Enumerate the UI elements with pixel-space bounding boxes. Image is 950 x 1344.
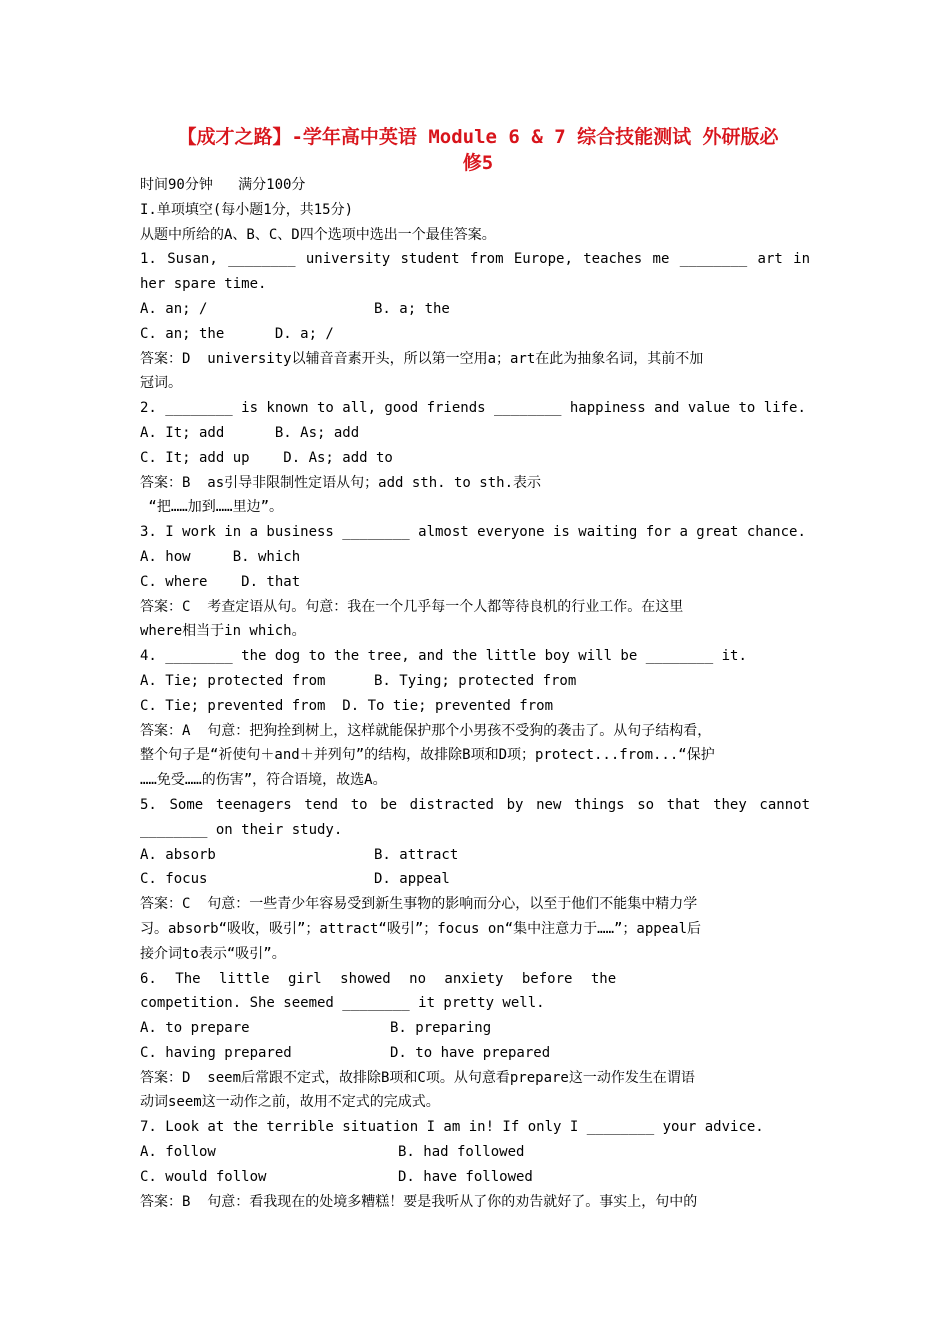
- answer-line: where相当于in which。: [140, 623, 306, 640]
- option-row: [140, 843, 810, 868]
- option: B. preparing: [390, 1020, 492, 1037]
- title-line-2: 修5: [462, 152, 494, 174]
- option: D. to have prepared: [390, 1044, 551, 1061]
- option-row: [140, 1140, 810, 1165]
- question-stem-line: 5. Some teenagers tend to be distracted by new things so that they cannot: [140, 796, 810, 813]
- question-stem-line: 3. I work in a business ________ almost everyone is waiting for a great chance.: [140, 524, 806, 541]
- option: B. Tying; protected from: [374, 672, 577, 689]
- answer-line: “把……加到……里边”。: [140, 499, 284, 516]
- answer-line: ……免受……的伤害”，符合语境，故选A。: [140, 772, 387, 789]
- option: C. focus: [140, 871, 208, 888]
- option: B. attract: [374, 846, 459, 863]
- option-row: C. where D. that: [140, 573, 301, 590]
- document-body: [140, 173, 810, 1214]
- answer-line: 答案：C 考查定语从句。句意：我在一个几乎每一个人都等待良机的行业工作。在这里: [140, 598, 684, 615]
- question-2: [140, 396, 810, 520]
- option: B. had followed: [398, 1144, 525, 1161]
- option: A. to prepare: [140, 1020, 250, 1037]
- option: C. having prepared: [140, 1044, 292, 1061]
- option: D. appeal: [374, 871, 450, 888]
- answer-line: 冠词。: [140, 375, 182, 392]
- answer-line: 答案：A 句意：把狗拴到树上，这样就能保护那个小男孩不受狗的袭击了。从句子结构看，: [140, 722, 712, 739]
- option-row: [140, 297, 810, 322]
- question-3: [140, 520, 810, 644]
- question-stem-line: her spare time.: [140, 276, 267, 293]
- option-row: [140, 867, 810, 892]
- question-4: [140, 644, 810, 793]
- option: A. absorb: [140, 846, 216, 863]
- question-stem-line: competition. She seemed ________ it pretty well.: [140, 995, 545, 1012]
- option: A. an; /: [140, 300, 208, 317]
- option: C. would follow: [140, 1168, 267, 1185]
- option-row: C. It; add up D. As; add to: [140, 449, 393, 466]
- answer-line: 答案：D university以辅音音素开头，所以第一空用a；art在此为抽象名词，其前不加: [140, 350, 704, 367]
- question-stem-line: 7. Look at the terrible situation I am in! If only I ________ your advice.: [140, 1119, 764, 1136]
- option: D. have followed: [398, 1168, 533, 1185]
- question-stem-line: 6. The little girl showed no anxiety before the: [140, 970, 617, 987]
- document-title: [140, 124, 816, 176]
- option: A. follow: [140, 1144, 216, 1161]
- answer-line: 动词seem这一动作之前，故用不定式的完成式。: [140, 1094, 440, 1111]
- option-row: [140, 669, 810, 694]
- question-5: [140, 793, 810, 967]
- option-row: [140, 1016, 810, 1041]
- question-1: [140, 247, 810, 396]
- answer-line: 答案：B as引导非限制性定语从句；add sth. to sth.表示: [140, 474, 542, 491]
- answer-line: 答案：B 句意：看我现在的处境多糟糕！要是我听从了你的劝告就好了。事实上，句中的: [140, 1193, 698, 1210]
- option-row: C. Tie; prevented from D. To tie; prevented from: [140, 697, 554, 714]
- option: B. a; the: [374, 300, 450, 317]
- option-row: A. It; add B. As; add: [140, 424, 360, 441]
- option-row: C. an; the D. a; /: [140, 325, 334, 342]
- title-line-1: 【成才之路】-学年高中英语 Module 6 & 7 综合技能测试 外研版必: [177, 126, 779, 148]
- answer-line: 接介词to表示“吸引”。: [140, 945, 286, 962]
- question-stem-line: ________ on their study.: [140, 821, 343, 838]
- answer-line: 答案：D seem后常跟不定式，故排除B项和C项。从句意看prepare这一动作发生在谓语: [140, 1069, 695, 1086]
- question-stem-line: 1. Susan, ________ university student from Europe, teaches me ________ art in: [140, 251, 810, 268]
- answer-line: 整个句子是“祈使句＋and＋并列句”的结构，故排除B项和D项；protect...from...“保护: [140, 747, 715, 764]
- option-row: A. how B. which: [140, 548, 301, 565]
- section-heading: I.单项填空(每小题1分，共15分): [140, 201, 354, 218]
- option: A. Tie; protected from: [140, 672, 326, 689]
- option-row: [140, 1041, 810, 1066]
- exam-time: 时间90分钟 满分100分: [140, 177, 306, 193]
- question-stem-line: 4. ________ the dog to the tree, and the little boy will be ________ it.: [140, 648, 747, 665]
- answer-line: 答案：C 句意：一些青少年容易受到新生事物的影响而分心，以至于他们不能集中精力学: [140, 896, 698, 913]
- question-6: [140, 967, 810, 1116]
- section-instruction: 从题中所给的A、B、C、D四个选项中选出一个最佳答案。: [140, 226, 496, 243]
- option-row: [140, 1165, 810, 1190]
- question-stem-line: 2. ________ is known to all, good friends ________ happiness and value to life.: [140, 400, 806, 417]
- question-7: [140, 1115, 810, 1214]
- answer-line: 习。absorb“吸收，吸引”；attract“吸引”；focus on“集中注意力于……”；appeal后: [140, 920, 702, 937]
